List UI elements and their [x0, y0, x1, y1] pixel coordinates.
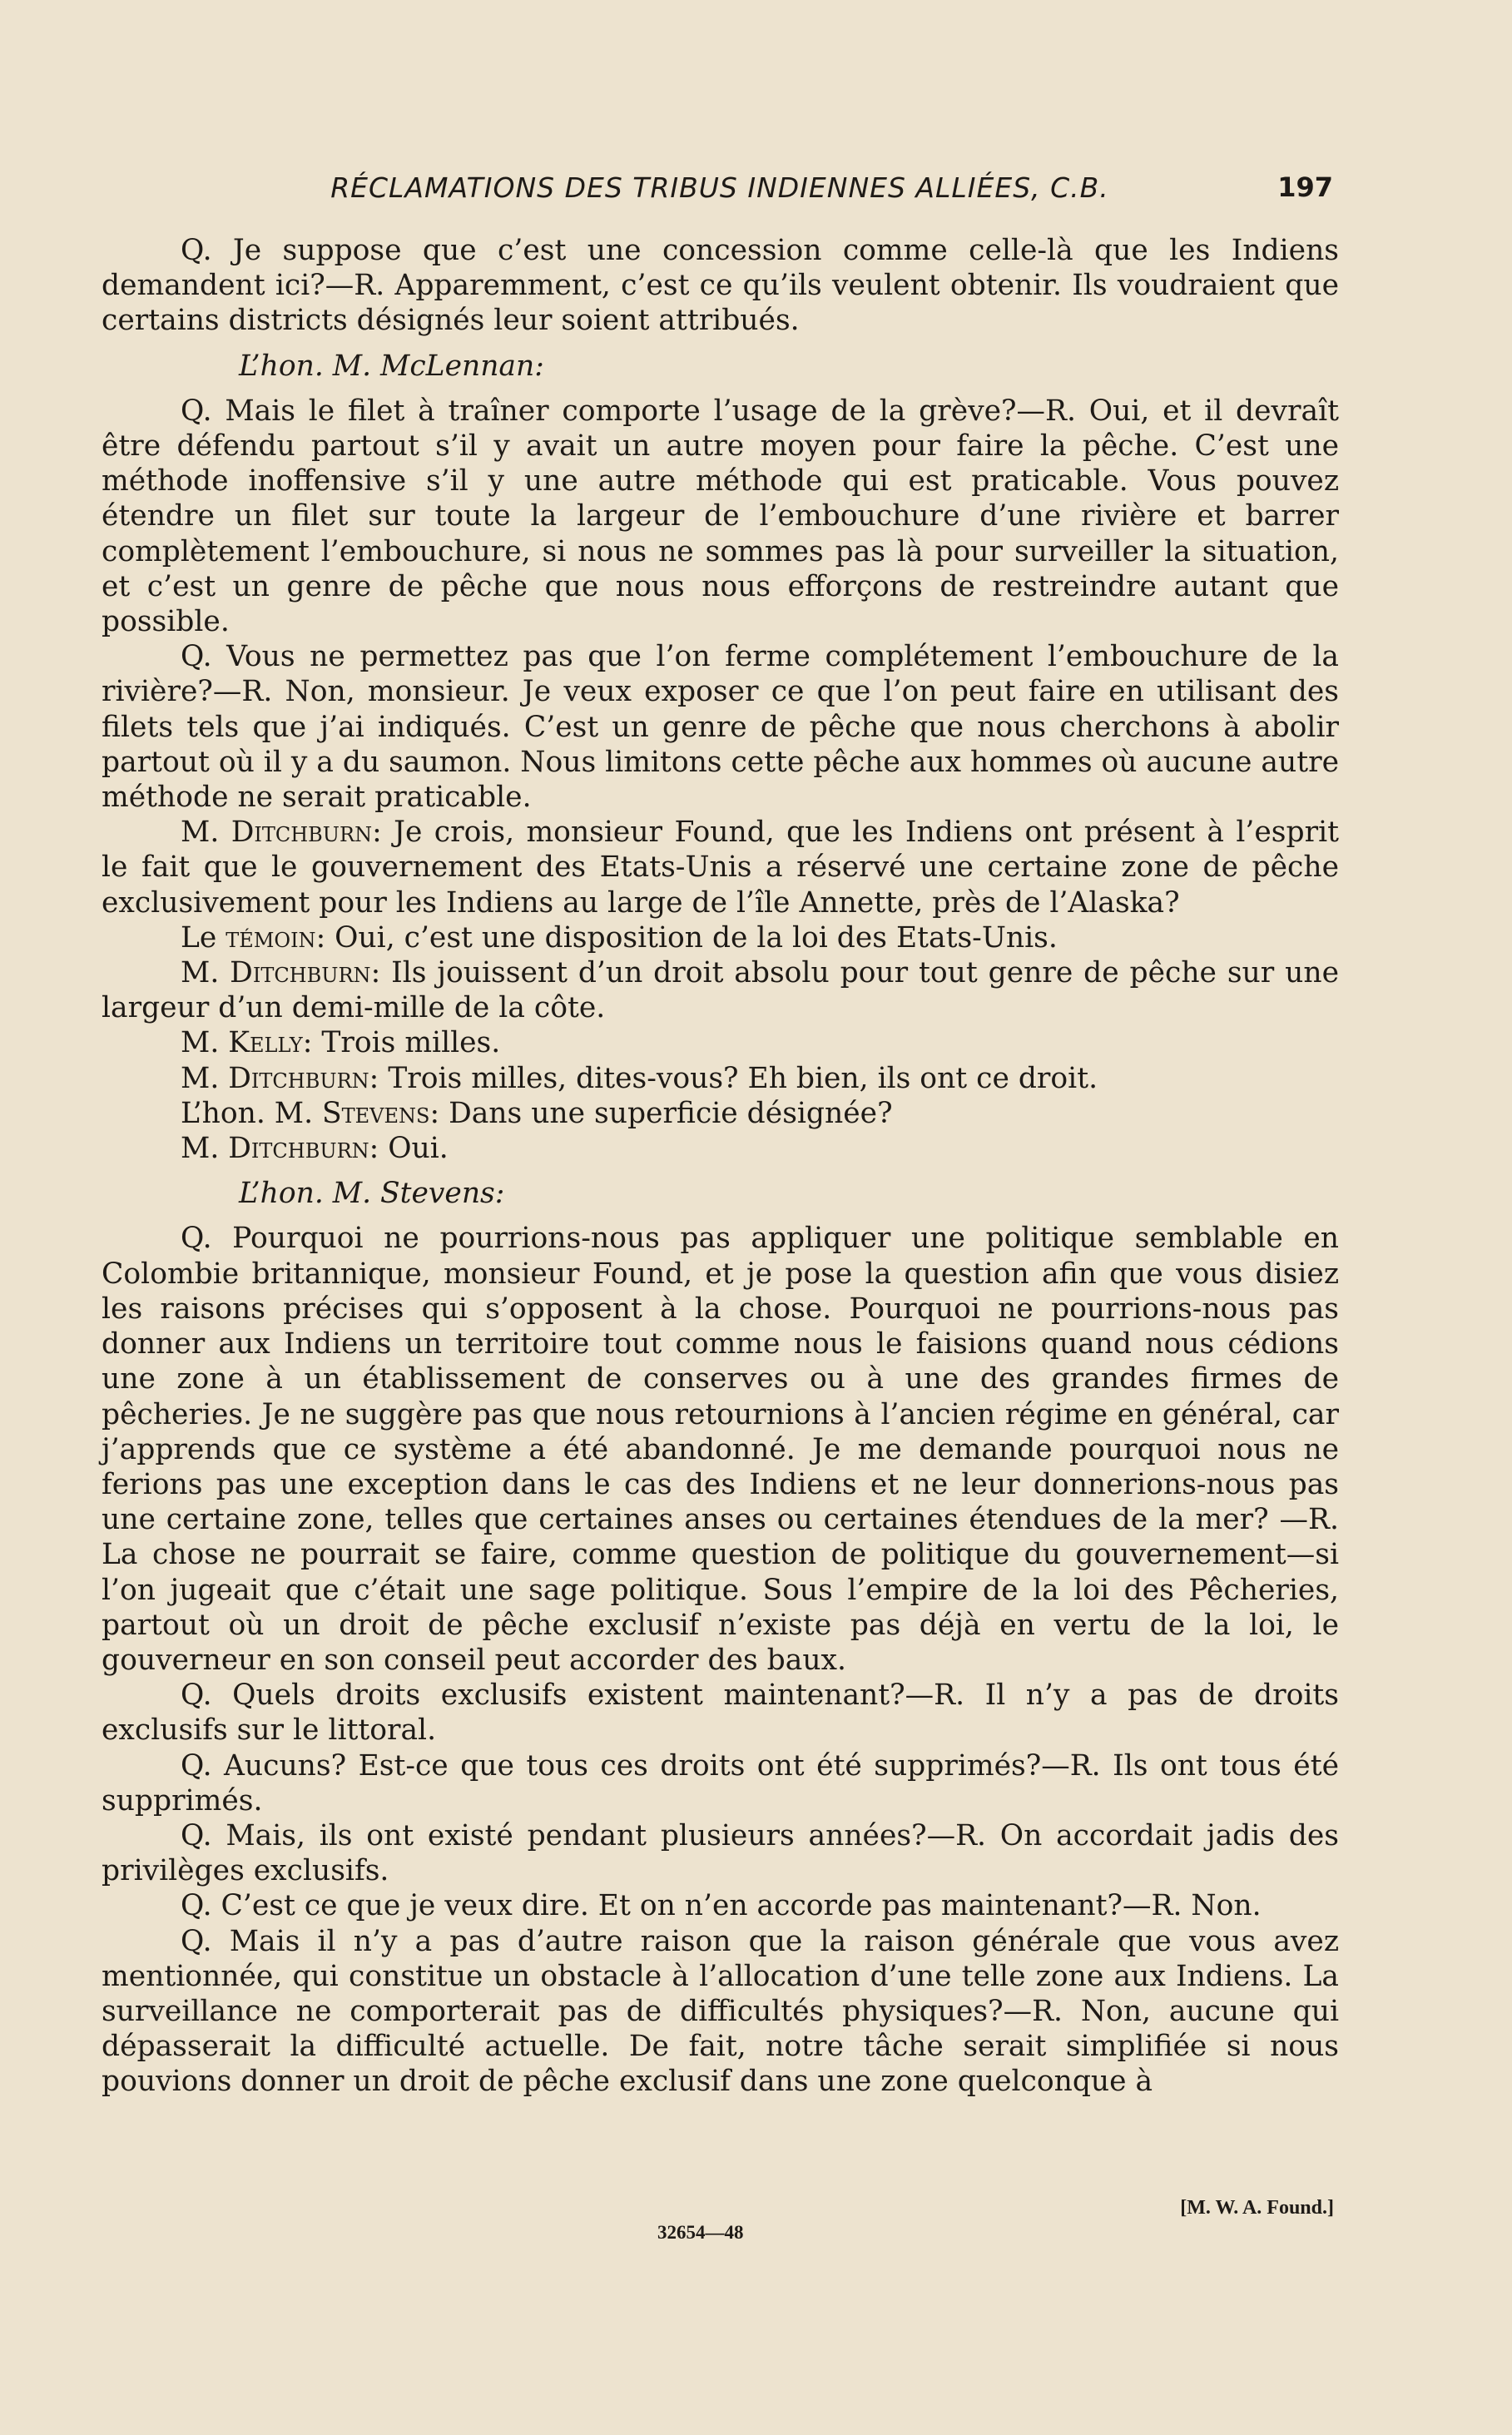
body-text: [102, 233, 1339, 2100]
speaker-prefix: M.: [181, 956, 231, 990]
speaker-name: Kelly: [228, 1026, 303, 1060]
speaker-prefix: L’hon. M.: [181, 1096, 323, 1130]
speaker-prefix: M.: [181, 816, 231, 850]
speaker-name: Ditchburn: [230, 956, 371, 990]
speaker-text: : Trois milles.: [302, 1026, 501, 1060]
speaker-prefix: M.: [181, 1132, 229, 1166]
paragraph: Q. Aucuns? Est-ce que tous ces droits ont été supprimés?—R. Ils ont tous été supprimés.: [102, 1748, 1339, 1818]
speaker-name: Ditchburn: [228, 1132, 369, 1166]
paragraph: Q. Mais, ils ont existé pendant plusieurs années?—R. On accordait jadis des privilèges exclusifs.: [102, 1818, 1339, 1888]
header-title: RÉCLAMATIONS DES TRIBUS INDIENNES ALLIÉES, C.B.: [330, 171, 1109, 204]
speaker-text: : Dans une superficie désignée?: [429, 1096, 893, 1130]
speaker-prefix: M.: [181, 1026, 229, 1060]
speaker-text: : Oui, c’est une disposition de la loi des Etats-Unis.: [315, 920, 1058, 955]
paragraph: Q. Mais le filet à traîner comporte l’usage de la grève?—R. Oui, et il devraît être défendu partout s’il y avait un autre moyen pour faire la pêche. C’est une méthode inoffensive s’il y une autre méthode qui est praticable. Vous pouvez étendre un filet sur toute la largeur de l’embouchure d’une rivière et barrer complètement l’embouchure, si nous ne sommes pas là pour surveiller la situation, et c’est un genre de pêche que nous nous efforçons de restreindre autant que possible.: [102, 394, 1339, 639]
speaker-text: : Ils jouissent d’un droit absolu pour tout genre de pêche sur une largeur d’un demi-mille de la côte.: [102, 956, 1339, 1025]
speaker-prefix: Le: [181, 920, 226, 955]
speaker-name: Ditchburn: [228, 1061, 369, 1095]
running-header: [102, 171, 1338, 203]
speaker-prefix: M.: [181, 1061, 229, 1095]
speaker-line: [102, 1025, 1339, 1060]
speaker-name: témoin: [226, 920, 316, 955]
paragraph: Q. Vous ne permettez pas que l’on ferme complétement l’embouchure de la rivière?—R. Non, monsieur. Je veux exposer ce que l’on peut faire en utilisant des filets tels que j’ai indiqués. C’est un genre de pêche que nous cherchons à abolir partout où il y a du saumon. Nous limitons cette pêche aux hommes où aucune autre méthode ne serait praticable.: [102, 640, 1339, 815]
speaker-heading: L’hon. M. Stevens:: [239, 1177, 505, 1211]
speaker-name: Ditchburn: [231, 816, 373, 850]
paragraph: Q. Mais il n’y a pas d’autre raison que la raison générale que vous avez mentionnée, qui constitue un obstacle à l’allocation d’une telle zone aux Indiens. La surveillance ne comporterait pas de difficultés physiques?—R. Non, aucune qui dépasserait la difficulté actuelle. De fait, notre tâche serait simplifiée si nous pouvions donner un droit de pêche exclusif dans une zone quelconque à: [102, 1924, 1339, 2099]
page-number: 197: [1277, 171, 1333, 203]
speaker-line: [102, 920, 1339, 955]
speaker-line: [102, 955, 1339, 1025]
paragraph: Q. C’est ce que je veux dire. Et on n’en accorde pas maintenant?—R. Non.: [181, 1889, 1262, 1923]
speaker-name: Stevens: [322, 1096, 430, 1130]
speaker-line: [102, 815, 1339, 920]
speaker-text: : Oui.: [369, 1132, 449, 1166]
speaker-heading: L’hon. M. McLennan:: [239, 349, 544, 383]
paragraph: Q. Quels droits exclusifs existent maintenant?—R. Il n’y a pas de droits exclusifs sur le littoral.: [102, 1679, 1339, 1748]
speaker-text: : Trois milles, dites-vous? Eh bien, ils ont ce droit.: [369, 1061, 1098, 1095]
paragraph: Q. Je suppose que c’est une concession comme celle-là que les Indiens demandent ici?—R. Apparemment, c’est ce qu’ils veulent obtenir. Ils voudraient que certains districts désignés leur soient attribués.: [102, 234, 1339, 338]
print-code: 32654—48: [657, 2222, 744, 2243]
speaker-line: [102, 1096, 1339, 1131]
paragraph: Q. Pourquoi ne pourrions-nous pas appliquer une politique semblable en Colombie britannique, monsieur Found, et je pose la question afin que vous disiez les raisons précises qui s’opposent à la chose. Pourquoi ne pourrions-nous pas donner aux Indiens un territoire tout comme nous le faisions quand nous cédions une zone à un établissement de conserves ou à une des grandes firmes de pêcheries. Je ne suggère pas que nous retournions à l’ancien régime en général, car j’apprends que ce système a été abandonné. Je me demande pourquoi nous ne ferions pas une exception dans le cas des Indiens et ne leur donnerions-nous pas une certaine zone, telles que certaines anses ou certaines étendues de la mer? —R. La chose ne pourrait se faire, comme question de politique du gouvernement—si l’on jugeait que c’était une sage politique. Sous l’empire de la loi des Pêcheries, partout où un droit de pêche exclusif n’existe pas déjà en vertu de la loi, le gouverneur en son conseil peut accorder des baux.: [102, 1222, 1339, 1677]
speaker-text: : Je crois, monsieur Found, que les Indiens ont présent à l’esprit le fait que le gouvernement des Etats-Unis a réservé une certaine zone de pêche exclusivement pour les Indiens au large de l’île Annette, près de l’Alaska?: [102, 816, 1339, 920]
speaker-line: [102, 1061, 1339, 1096]
speaker-line: [102, 1131, 1339, 1166]
witness-initials: [M. W. A. Found.]: [1180, 2197, 1334, 2219]
